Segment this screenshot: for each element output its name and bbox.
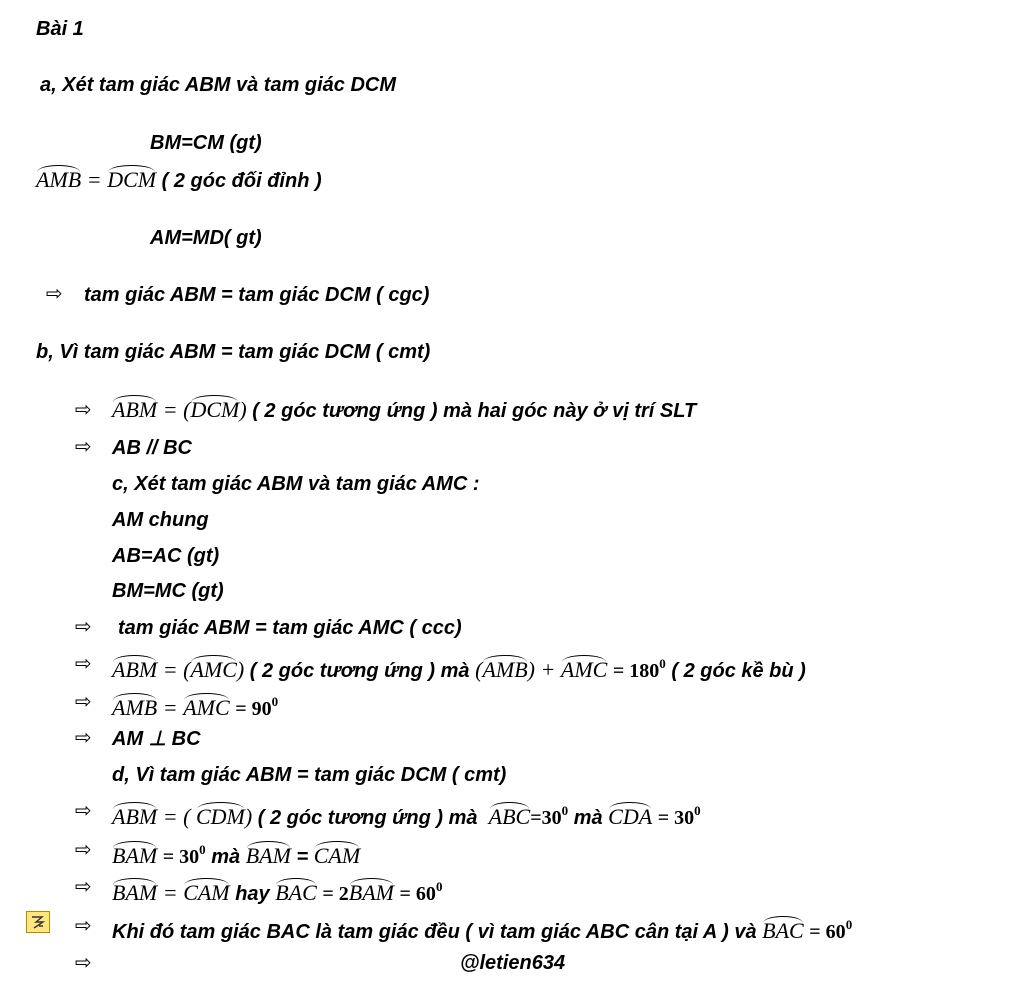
part-c-intro: c, Xét tam giác ABM và tam giác AMC : xyxy=(112,473,480,495)
part-d-line-1: ABM = ( CDM) ( 2 góc tương ứng ) mà $ABC=30^0$ mà CDA = $30^0$ xyxy=(112,803,701,829)
angle-bam: BAM xyxy=(348,880,394,905)
double-arrow-icon: ⇨ xyxy=(75,614,92,638)
angle-bam: BAM xyxy=(245,843,291,868)
angle-bac: BAC xyxy=(275,880,317,905)
angle-bam: BAM xyxy=(112,880,158,905)
angle-cam: CAM xyxy=(183,880,230,905)
double-arrow-icon: ⇨ xyxy=(75,913,92,937)
part-b-line-1-text: ( 2 góc tương ứng ) mà hai góc này ở vị trí SLT xyxy=(252,400,697,422)
part-a-line-2 xyxy=(36,168,322,193)
angle-amb: AMB xyxy=(36,167,82,192)
angle-amb: AMB xyxy=(112,695,158,720)
part-a-line-1: BM=CM (gt) xyxy=(150,132,262,154)
double-arrow-icon: ⇨ xyxy=(75,397,92,421)
angle-bac: BAC xyxy=(762,918,804,943)
double-arrow-icon: ⇨ xyxy=(46,281,63,305)
part-d-line-4: Khi đó tam giác BAC là tam giác đều ( vì tam giác ABC cân tại A ) và BAC = $60^0$ xyxy=(112,917,853,943)
double-arrow-icon: ⇨ xyxy=(75,651,92,675)
sum-value: = 180 xyxy=(612,660,660,682)
note-icon[interactable] xyxy=(26,911,50,933)
part-c-line-7: AM ⊥ BC xyxy=(112,728,201,750)
angle-bam: BAM xyxy=(112,843,158,868)
angle-abm: ABM xyxy=(112,657,158,682)
angle-amc: AMC xyxy=(183,695,230,720)
angle-cdm: CDM xyxy=(196,804,245,829)
part-d-intro: d, Vì tam giác ABM = tam giác DCM ( cmt) xyxy=(112,764,507,786)
double-arrow-icon: ⇨ xyxy=(75,837,92,861)
double-arrow-icon: ⇨ xyxy=(75,798,92,822)
part-a-line-3: AM=MD( gt) xyxy=(150,227,262,249)
double-arrow-icon: ⇨ xyxy=(75,689,92,713)
page-title: Bài 1 xyxy=(36,18,84,40)
part-a-conclusion: tam giác ABM = tam giác DCM ( cgc) xyxy=(84,284,430,306)
angle-value: = 90 xyxy=(235,698,272,720)
part-d-line-1-text-1: ( 2 góc tương ứng ) mà xyxy=(257,807,478,829)
part-c-line-6: AMB = AMC = $90^0$ xyxy=(112,694,279,720)
double-arrow-icon: ⇨ xyxy=(75,874,92,898)
note-glyph xyxy=(27,912,49,932)
angle-cda: CDA xyxy=(608,804,653,829)
double-arrow-icon: ⇨ xyxy=(75,434,92,458)
angle-amb: AMB xyxy=(482,657,528,682)
equals-sign: = xyxy=(86,167,102,192)
part-d-line-2: BAM = $30^0$ mà BAM = CAM xyxy=(112,842,361,868)
angle-dcm: DCM xyxy=(107,167,157,192)
part-c-line-3: BM=MC (gt) xyxy=(112,580,224,602)
angle-cam: CAM xyxy=(313,843,361,868)
part-c-line-2: AB=AC (gt) xyxy=(112,545,220,567)
part-c-line-5: ABM = (AMC) ( 2 góc tương ứng ) mà (AMB) + AMC = $180^0$ ( 2 góc kề bù ) xyxy=(112,656,806,682)
signature: @letien634 xyxy=(460,952,566,974)
part-b-line-2: AB // BC xyxy=(112,437,192,459)
part-c-line-5-text-1: ( 2 góc tương ứng ) mà xyxy=(249,660,470,682)
double-arrow-icon: ⇨ xyxy=(75,950,92,974)
angle-abc: ABC xyxy=(488,804,531,829)
angle-abm: ABM xyxy=(112,397,158,422)
angle-amc: AMC xyxy=(560,657,608,682)
part-c-line-1: AM chung xyxy=(112,509,209,531)
part-b-line-1: ABM = (DCM) ( 2 góc tương ứng ) mà hai góc này ở vị trí SLT xyxy=(112,397,697,422)
part-c-line-4: tam giác ABM = tam giác AMC ( ccc) xyxy=(118,617,462,639)
part-a-line-2-text: ( 2 góc đối đỉnh ) xyxy=(161,170,322,192)
angle-amc: AMC xyxy=(190,657,237,682)
part-b-intro: b, Vì tam giác ABM = tam giác DCM ( cmt) xyxy=(36,341,431,363)
part-a-intro: a, Xét tam giác ABM và tam giác DCM xyxy=(40,74,397,96)
part-c-line-5-text-2: ( 2 góc kề bù ) xyxy=(671,660,806,682)
angle-abm: ABM xyxy=(112,804,158,829)
angle-dcm: DCM xyxy=(190,397,240,422)
double-arrow-icon: ⇨ xyxy=(75,725,92,749)
part-d-line-3: BAM = CAM hay BAC = $2BAM = 60^0$ xyxy=(112,879,443,905)
